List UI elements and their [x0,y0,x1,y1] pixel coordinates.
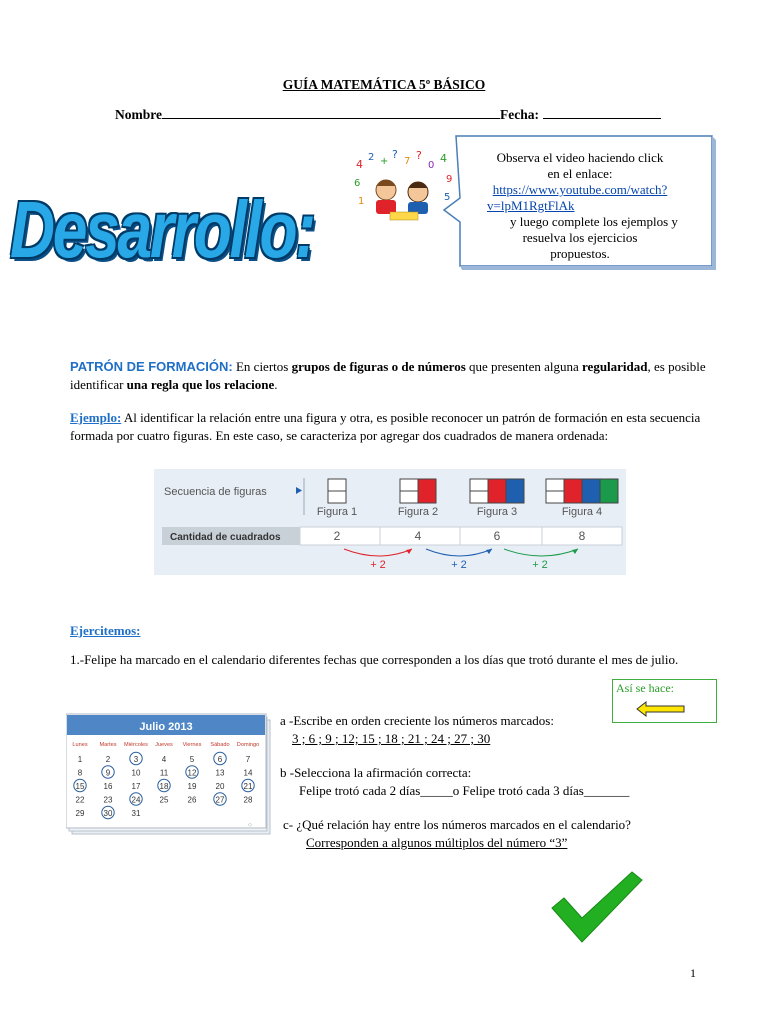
svg-text:9: 9 [446,174,453,185]
svg-text:5: 5 [444,192,451,203]
increment-label: + 2 [370,559,386,571]
figure-label: Figura 4 [561,506,603,518]
svg-text:4: 4 [356,158,363,171]
name-label: Nombre [115,107,162,122]
calendar-day: 26 [187,795,197,805]
svg-text:7: 7 [404,156,411,167]
name-date-line [115,107,661,123]
calendar-weekday: Jueves [155,742,173,748]
calendar-day: 6 [217,755,223,764]
arrow-left-icon [636,701,686,717]
youtube-link[interactable]: https://www.youtube.com/watch? v=lpM1RgtFlAk [487,182,668,213]
hint-label: Así se hace: [616,681,674,695]
svg-text:+: + [380,156,389,167]
chevron-right-icon [296,487,302,494]
calendar-day: 5 [189,755,195,764]
calendar-day: 19 [187,782,197,791]
name-field[interactable] [162,107,462,119]
increment-label: + 2 [532,559,548,571]
calendar-day: 10 [131,768,141,778]
calendar-day: 25 [159,795,169,805]
svg-text:?: ? [392,150,398,161]
calendar-day: 27 [215,795,225,805]
answer-a: 3 ; 6 ; 9 ; 12; 15 ; 18 ; 21 ; 24 ; 27 ; 30 [292,731,491,746]
increment-label: + 2 [451,559,467,571]
calendar-weekday: Miércoles [124,742,148,748]
calendar-day: 23 [103,795,113,805]
calendar-weekday: Martes [99,742,117,748]
calendar-day: 21 [243,782,253,791]
figure-2 [400,479,436,503]
calendar-day: 30 [103,809,113,818]
calendar-day: 17 [131,782,141,791]
calendar-day: 4 [161,755,167,764]
figure-3 [470,479,524,503]
count-value: 4 [414,529,422,543]
calendar-july-2013 [66,710,272,836]
calendar-day: 15 [75,782,85,791]
example-paragraph: Ejemplo: Al identificar la relación entre una figura y otra, es posible reconocer un patrón de formación en esta secuencia formada por cuatro figuras. En este caso, se caracteriza por agregar dos cuadrados de manera ordenada: [70,410,701,443]
calendar-day: 18 [159,782,169,791]
calendar-day: 14 [243,768,253,778]
checkmark-icon [548,868,644,946]
figure-label: Figura 2 [397,506,439,518]
exercises-heading: Ejercitemos: [70,623,141,638]
desarrollo-banner: Desarrollo: [10,185,314,274]
svg-text:?: ? [416,150,422,162]
calendar-weekday: Domingo [236,742,260,748]
calendar-day: 9 [105,768,111,778]
count-value: 8 [578,529,586,543]
calendar-day: 13 [215,768,225,778]
figure-label: Figura 3 [476,506,518,518]
calendar-day: 3 [133,755,139,764]
figure-1 [328,479,346,503]
calendar-title: Julio 2013 [139,721,193,733]
svg-text:0: 0 [428,160,435,171]
question-c: c- ¿Qué relación hay entre los números marcados en el calendario? [283,817,631,832]
page-number: 1 [690,966,696,980]
figure-4 [546,479,618,503]
calendar-day: 2 [105,755,111,764]
date-field[interactable] [543,107,661,119]
calendar-day: 28 [243,795,253,805]
calendar-day: 11 [159,768,169,778]
calendar-weekday: Viernes [182,742,202,748]
page-title: GUÍA MATEMÁTICA 5º BÁSICO [282,77,486,92]
calendar-day: 16 [103,782,113,791]
answer-c: Corresponden a algunos múltiplos del número “3” [306,835,568,850]
calendar-day: 1 [77,755,83,764]
count-value: 2 [333,529,341,543]
date-label: Fecha: [500,107,539,122]
calendar-day: 22 [75,795,85,805]
calendar-day: 7 [245,755,251,764]
calendar-day: 29 [75,809,85,818]
figure-label: Figura 1 [316,506,358,518]
answer-b: Felipe trotó cada 2 días_____o Felipe trotó cada 3 días_______ [299,783,630,798]
svg-text:2: 2 [368,152,375,163]
callout-text: Observa el video haciendo click en el enlace: https://www.youtube.com/watch? v=lpM1RgtFlAk y luego complete los ejemplos y resuelva los ejercicios propuestos. [455,150,705,262]
calendar-day: 8 [77,768,83,778]
count-label: Cantidad de cuadrados [170,532,281,543]
pattern-definition: PATRÓN DE FORMACIÓN: En ciertos grupos de figuras o de números que presenten alguna regularidad, es posible identificar una regla que los relacione. [70,359,706,392]
calendar-weekday: Sábado [210,742,230,748]
svg-text:1: 1 [358,196,365,207]
calendar-day: 31 [131,809,141,818]
example-label: Ejemplo: [70,410,122,425]
calendar-day: 12 [187,768,197,778]
calendar-weekday: Lunes [72,742,88,748]
svg-text:4: 4 [440,152,447,165]
question-a: a -Escribe en orden creciente los números marcados: [280,713,554,728]
question-b: b -Selecciona la afirmación correcta: [280,765,472,780]
sequence-row-label: Secuencia de figuras [164,486,267,498]
question-1: 1.-Felipe ha marcado en el calendario diferentes fechas que corresponden a los días que trotó durante el mes de julio. [70,652,679,667]
calendar-day: 20 [215,782,225,791]
svg-text:6: 6 [354,178,361,189]
svg-text:◇: ◇ [248,822,252,828]
calendar-day: 24 [131,795,141,805]
sequence-figure [154,469,626,575]
count-value: 6 [493,529,501,543]
